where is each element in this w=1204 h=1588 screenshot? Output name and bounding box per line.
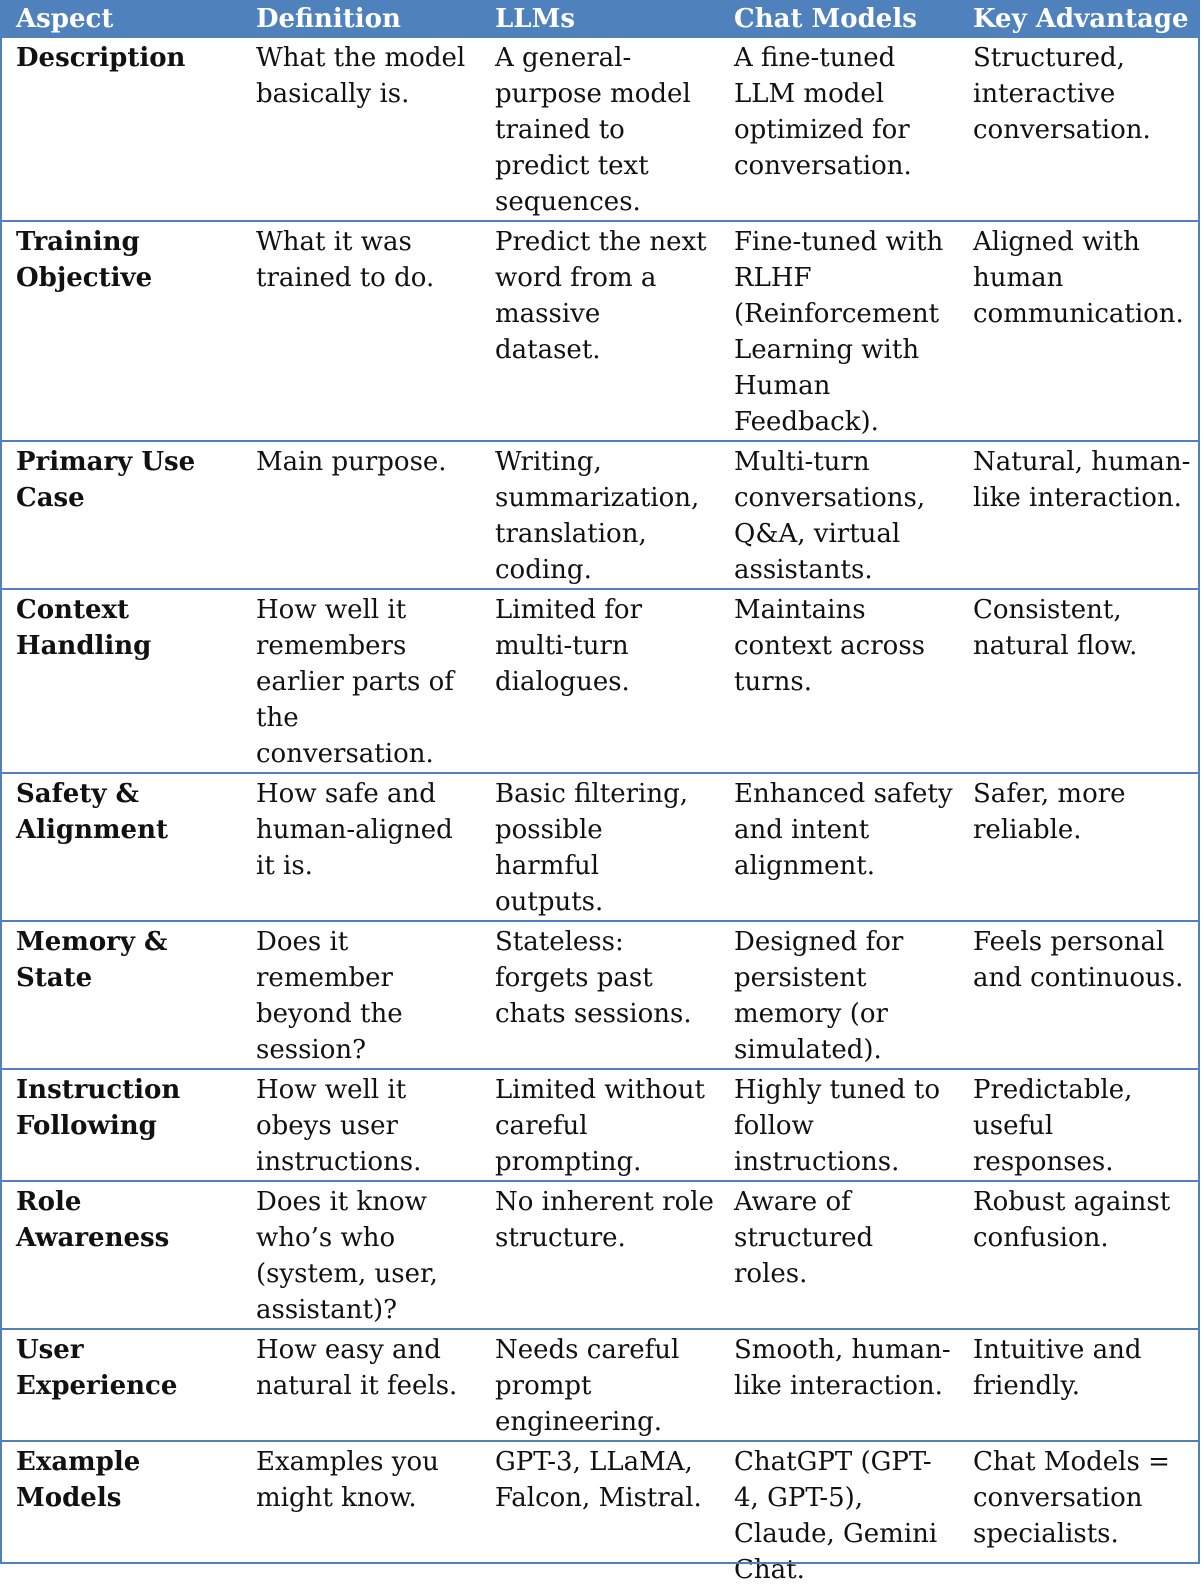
table-row [0,1329,1198,1441]
row-llms: A general-purpose model trained to predict text sequences. [495,43,691,217]
row-llms: GPT-3, LLaMA, Falcon, Mistral. [479,1441,718,1588]
table-row [0,221,1198,441]
row-definition: Does it remember beyond the session? [240,921,479,1069]
row-llms: Limited without careful prompting. [479,1069,718,1181]
row-chat-models: A fine-tuned LLM model optimized for conversation. [734,43,912,181]
table-row [0,441,1198,589]
row-llms: Basic filtering, possible harmful outputs. [479,773,718,921]
row-definition: Does it know who’s who (system, user, assistant)? [240,1181,479,1329]
row-aspect: Example Models [0,1441,240,1588]
row-aspect: Role Awareness [0,1181,240,1329]
row-key-advantage: Intuitive and friendly. [957,1329,1198,1441]
row-aspect: User Experience [0,1329,240,1441]
row-chat-models: Maintains context across turns. [718,589,957,773]
header-aspect: Aspect [0,0,240,38]
header-row [0,0,1198,38]
row-definition: How safe and human-aligned it is. [240,773,479,921]
row-llms: No inherent role structure. [479,1181,718,1329]
row-llms: Predict the next word from a massive dataset. [479,221,718,441]
row-aspect: Memory & State [0,921,240,1069]
row-definition: What it was trained to do. [240,221,479,441]
row-key-advantage: Robust against confusion. [957,1181,1198,1329]
row-aspect: Instruction Following [0,1069,240,1181]
row-key-advantage: Structured, interactive conversation. [973,43,1151,145]
row-llms: Stateless: forgets past chats sessions. [479,921,718,1069]
row-chat-models: Enhanced safety and intent alignment. [718,773,957,921]
row-definition: Main purpose. [240,441,479,589]
row-aspect: Description [16,43,186,73]
row-key-advantage: Feels personal and continuous. [957,921,1198,1069]
row-definition: How well it obeys user instructions. [240,1069,479,1181]
row-llms: Limited for multi-turn dialogues. [479,589,718,773]
row-chat-models: Multi-turn conversations, Q&A, virtual assistants. [718,441,957,589]
row-chat-models: Aware of structured roles. [718,1181,957,1329]
header-llms: LLMs [479,0,718,38]
table-row [0,1441,1198,1588]
row-llms: Writing, summarization, translation, coding. [479,441,718,589]
header-definition: Definition [240,0,479,38]
table-row [0,1069,1198,1181]
row-key-advantage: Predictable, useful responses. [957,1069,1198,1181]
row-definition: What the model basically is. [256,43,466,109]
row-chat-models: Designed for persistent memory (or simulated). [718,921,957,1069]
row-definition: Examples you might know. [240,1441,479,1588]
row-definition: How well it remembers earlier parts of the conversation. [240,589,479,773]
row-chat-models: Highly tuned to follow instructions. [718,1069,957,1181]
row-key-advantage: Chat Models = conversation specialists. [957,1441,1198,1588]
header-key-advantage: Key Advantage [957,0,1198,38]
header-chat-models: Chat Models [718,0,957,38]
row-key-advantage: Consistent, natural flow. [957,589,1198,773]
row-key-advantage: Natural, human-like interaction. [957,441,1198,589]
row-llms: Needs careful prompt engineering. [479,1329,718,1441]
row-key-advantage: Safer, more reliable. [957,773,1198,921]
table-row [0,773,1198,921]
row-chat-models: ChatGPT (GPT-4, GPT-5), Claude, Gemini Chat. [718,1441,957,1588]
row-definition: How easy and natural it feels. [240,1329,479,1441]
row-chat-models: Smooth, human-like interaction. [718,1329,957,1441]
row-aspect: Training Objective [0,221,240,441]
row-aspect: Safety & Alignment [0,773,240,921]
table-row [0,921,1198,1069]
row-key-advantage: Aligned with human communication. [957,221,1198,441]
table-row [0,38,1198,221]
table-row [0,1181,1198,1329]
table-row [0,589,1198,773]
row-aspect: Context Handling [0,589,240,773]
row-chat-models: Fine-tuned with RLHF (Reinforcement Learning with Human Feedback). [718,221,957,441]
row-aspect: Primary Use Case [0,441,240,589]
